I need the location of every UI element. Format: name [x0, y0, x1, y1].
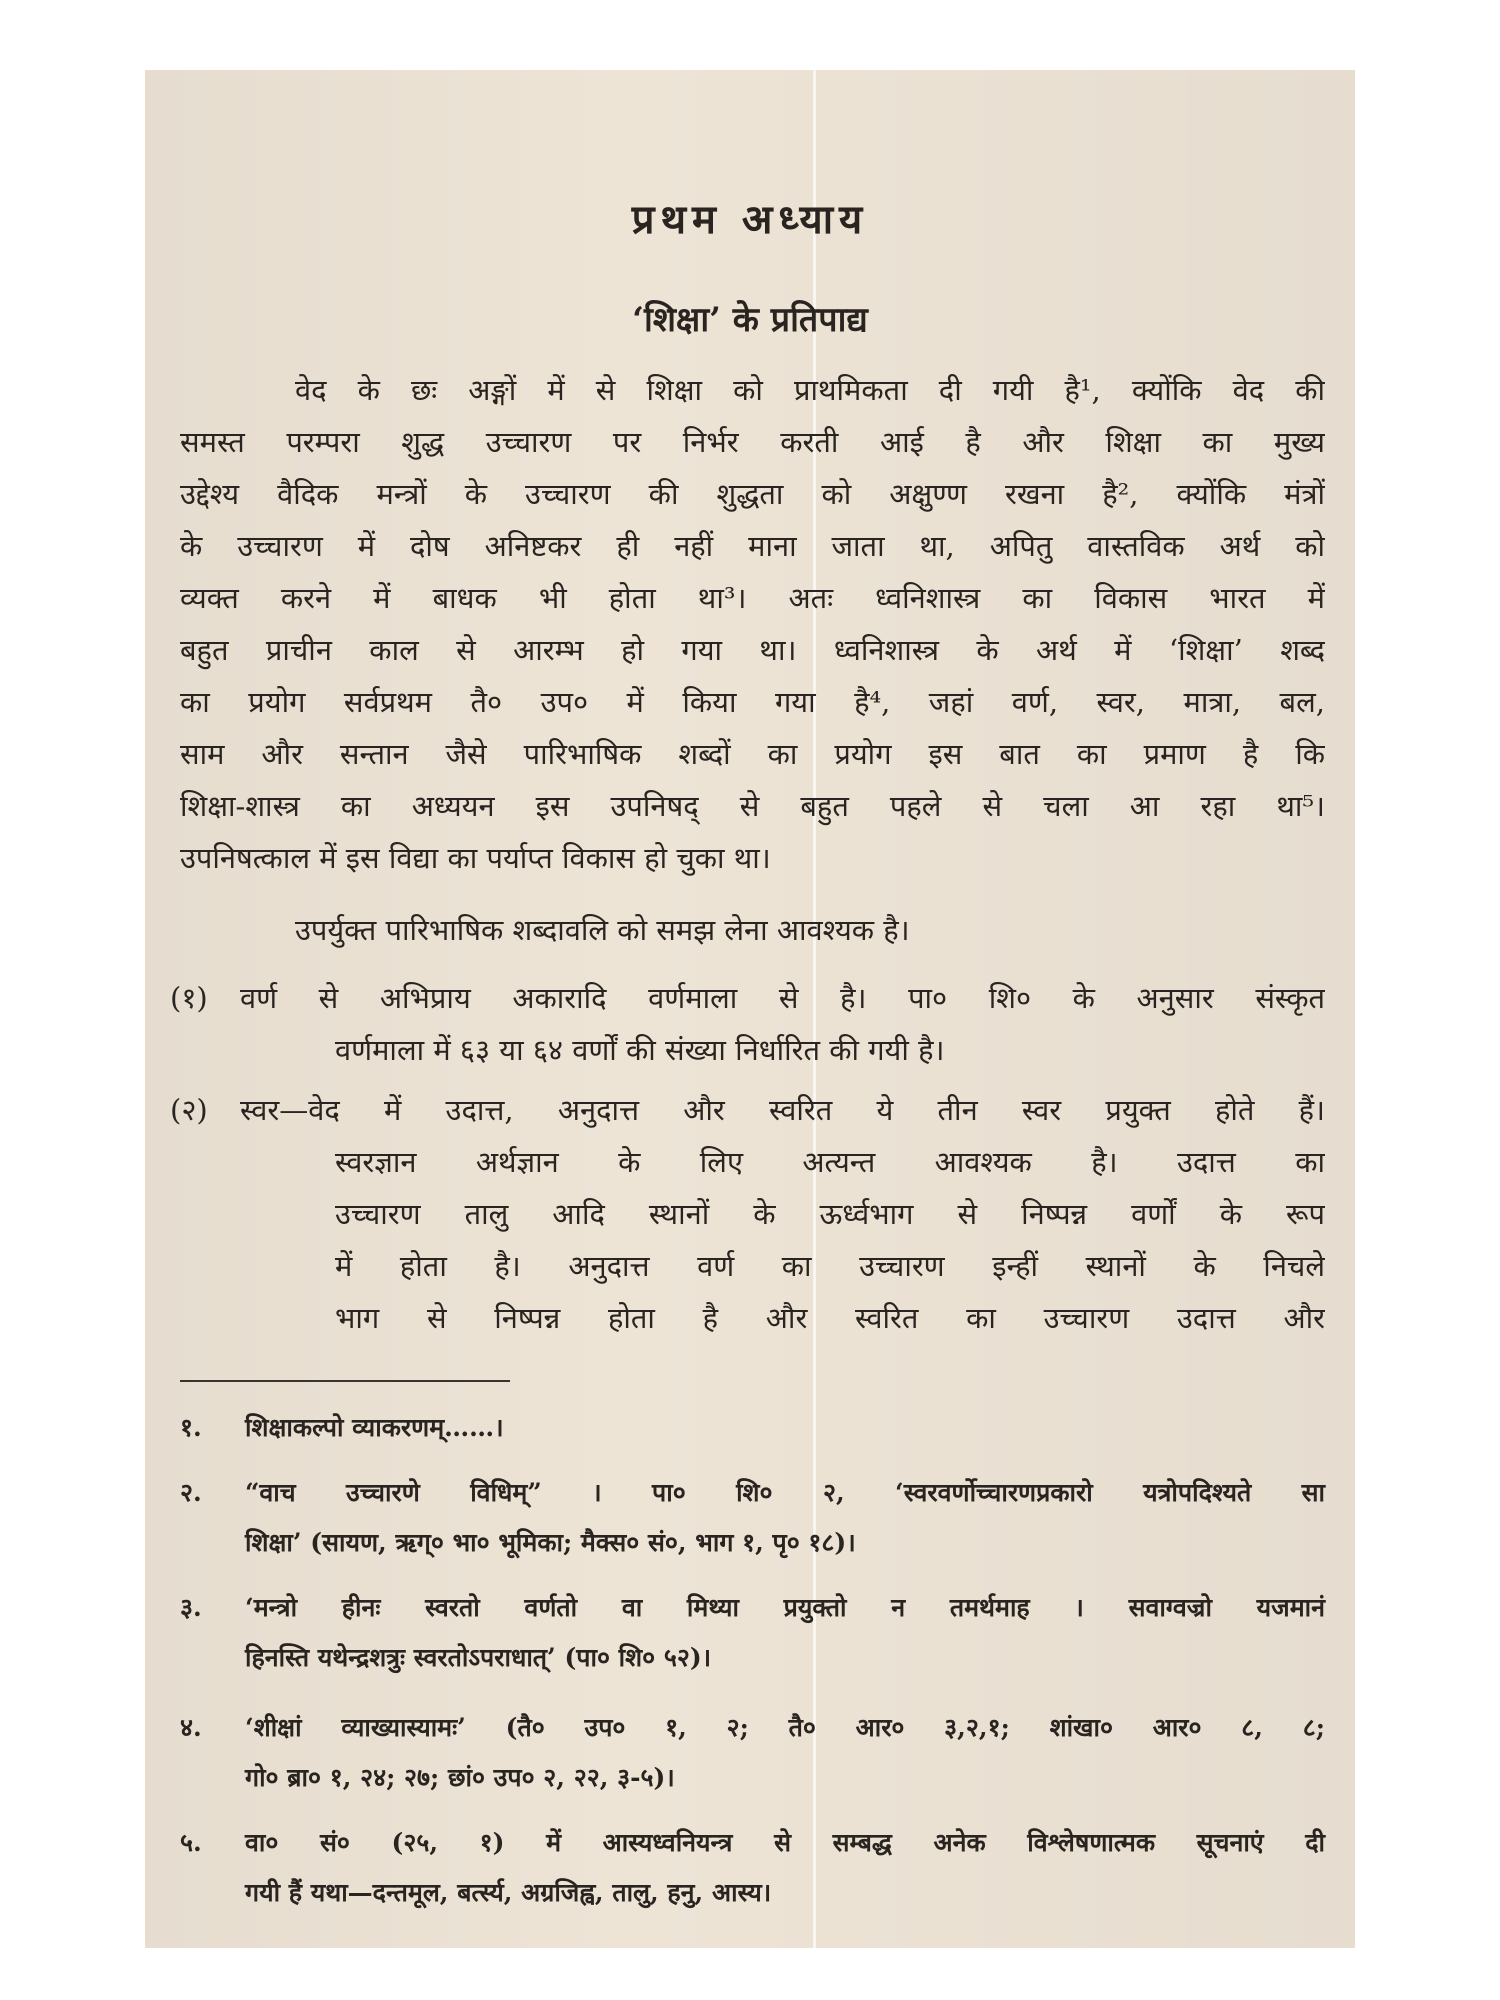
body-line: उपर्युक्त पारिभाषिक शब्दावलि को समझ लेना आवश्यक है। [295, 913, 910, 947]
chapter-title: प्रथम अध्याय [631, 196, 869, 243]
footnote-line: गो० ब्रा० १, २४; २७; छां० उप० २, २२, ३-५)। [245, 1763, 675, 1792]
item-number: (१) [170, 981, 208, 1015]
body-line: वेद के छः अङ्गों में से शिक्षा को प्राथमिकता दी गयी है¹, क्योंकि वेद की [295, 373, 1325, 407]
footnote-number: ३. [180, 1593, 202, 1622]
body-line: साम और सन्तान जैसे पारिभाषिक शब्दों का प्रयोग इस बात का प्रमाण है कि [180, 737, 1325, 771]
body-line: के उच्चारण में दोष अनिष्टकर ही नहीं माना जाता था, अपितु वास्तविक अर्थ को [180, 529, 1325, 563]
footnote-line: वा० सं० (२५, १) में आस्यध्वनियन्त्र से सम्बद्ध अनेक विश्लेषणात्मक सूचनाएं दी [245, 1828, 1325, 1857]
footnote-number: ५. [180, 1828, 202, 1857]
footnote-number: २. [180, 1478, 202, 1507]
item-line: में होता है। अनुदात्त वर्ण का उच्चारण इन्हीं स्थानों के निचले [335, 1249, 1325, 1283]
footnote-line: शिक्षा’ (सायण, ऋग्० भा० भूमिका; मैक्स० सं०, भाग १, पृ० १८)। [245, 1528, 856, 1557]
body-line: बहुत प्राचीन काल से आरम्भ हो गया था। ध्वनिशास्त्र के अर्थ में ‘शिक्षा’ शब्द [180, 633, 1325, 667]
body-line: समस्त परम्परा शुद्ध उच्चारण पर निर्भर करती आई है और शिक्षा का मुख्य [180, 425, 1325, 459]
item-line: स्वर—वेद में उदात्त, अनुदात्त और स्वरित ये तीन स्वर प्रयुक्त होते हैं। [240, 1093, 1325, 1127]
footnote-line: “वाच उच्चारणे विधिम्” । पा० शि० २, ‘स्वरवर्णोच्चारणप्रकारो यत्रोपदिश्यते सा [245, 1478, 1325, 1507]
item-line: उच्चारण तालु आदि स्थानों के ऊर्ध्वभाग से निष्पन्न वर्णों के रूप [335, 1197, 1325, 1231]
footnote-number: १. [180, 1413, 202, 1442]
footnote-divider [180, 1380, 510, 1382]
body-line: उपनिषत्काल में इस विद्या का पर्याप्त विकास हो चुका था। [180, 841, 771, 875]
item-line: वर्णमाला में ६३ या ६४ वर्णों की संख्या निर्धारित की गयी है। [335, 1033, 945, 1067]
body-line: शिक्षा-शास्त्र का अध्ययन इस उपनिषद् से बहुत पहले से चला आ रहा था⁵। [180, 789, 1325, 823]
body-line: का प्रयोग सर्वप्रथम तै० उप० में किया गया है⁴, जहां वर्ण, स्वर, मात्रा, बल, [180, 685, 1325, 719]
footnote-line: हिनस्ति यथेन्द्रशत्रुः स्वरतोऽपराधात्’ (पा० शि० ५२)। [245, 1643, 712, 1672]
footnote-line: शिक्षाकल्पो व्याकरणम्……। [245, 1413, 504, 1442]
item-line: भाग से निष्पन्न होता है और स्वरित का उच्चारण उदात्त और [335, 1301, 1325, 1335]
footnote-line: ‘शीक्षां व्याख्यास्यामः’ (तै० उप० १, २; तै० आर० ३,२,१; शांखा० आर० ८, ८; [245, 1713, 1325, 1742]
footnote-number: ४. [180, 1713, 202, 1742]
item-line: वर्ण से अभिप्राय अकारादि वर्णमाला से है। पा० शि० के अनुसार संस्कृत [240, 981, 1325, 1015]
section-title: ‘शिक्षा’ के प्रतिपाद्य [632, 300, 868, 340]
item-number: (२) [170, 1093, 208, 1127]
item-line: स्वरज्ञान अर्थज्ञान के लिए अत्यन्त आवश्यक है। उदात्त का [335, 1145, 1325, 1179]
body-line: व्यक्त करने में बाधक भी होता था³। अतः ध्वनिशास्त्र का विकास भारत में [180, 581, 1325, 615]
footnote-line: ‘मन्त्रो हीनः स्वरतो वर्णतो वा मिथ्या प्रयुक्तो न तमर्थमाह । सवाग्वज्रो यजमानं [245, 1593, 1325, 1622]
footnote-line: गयी हैं यथा—दन्तमूल, बर्त्स्य, अग्रजिह्व, तालु, हनु, आस्य। [245, 1878, 772, 1907]
scanned-page [145, 70, 1355, 1948]
body-line: उद्देश्य वैदिक मन्त्रों के उच्चारण की शुद्धता को अक्षुण्ण रखना है², क्योंकि मंत्रों [180, 477, 1325, 511]
